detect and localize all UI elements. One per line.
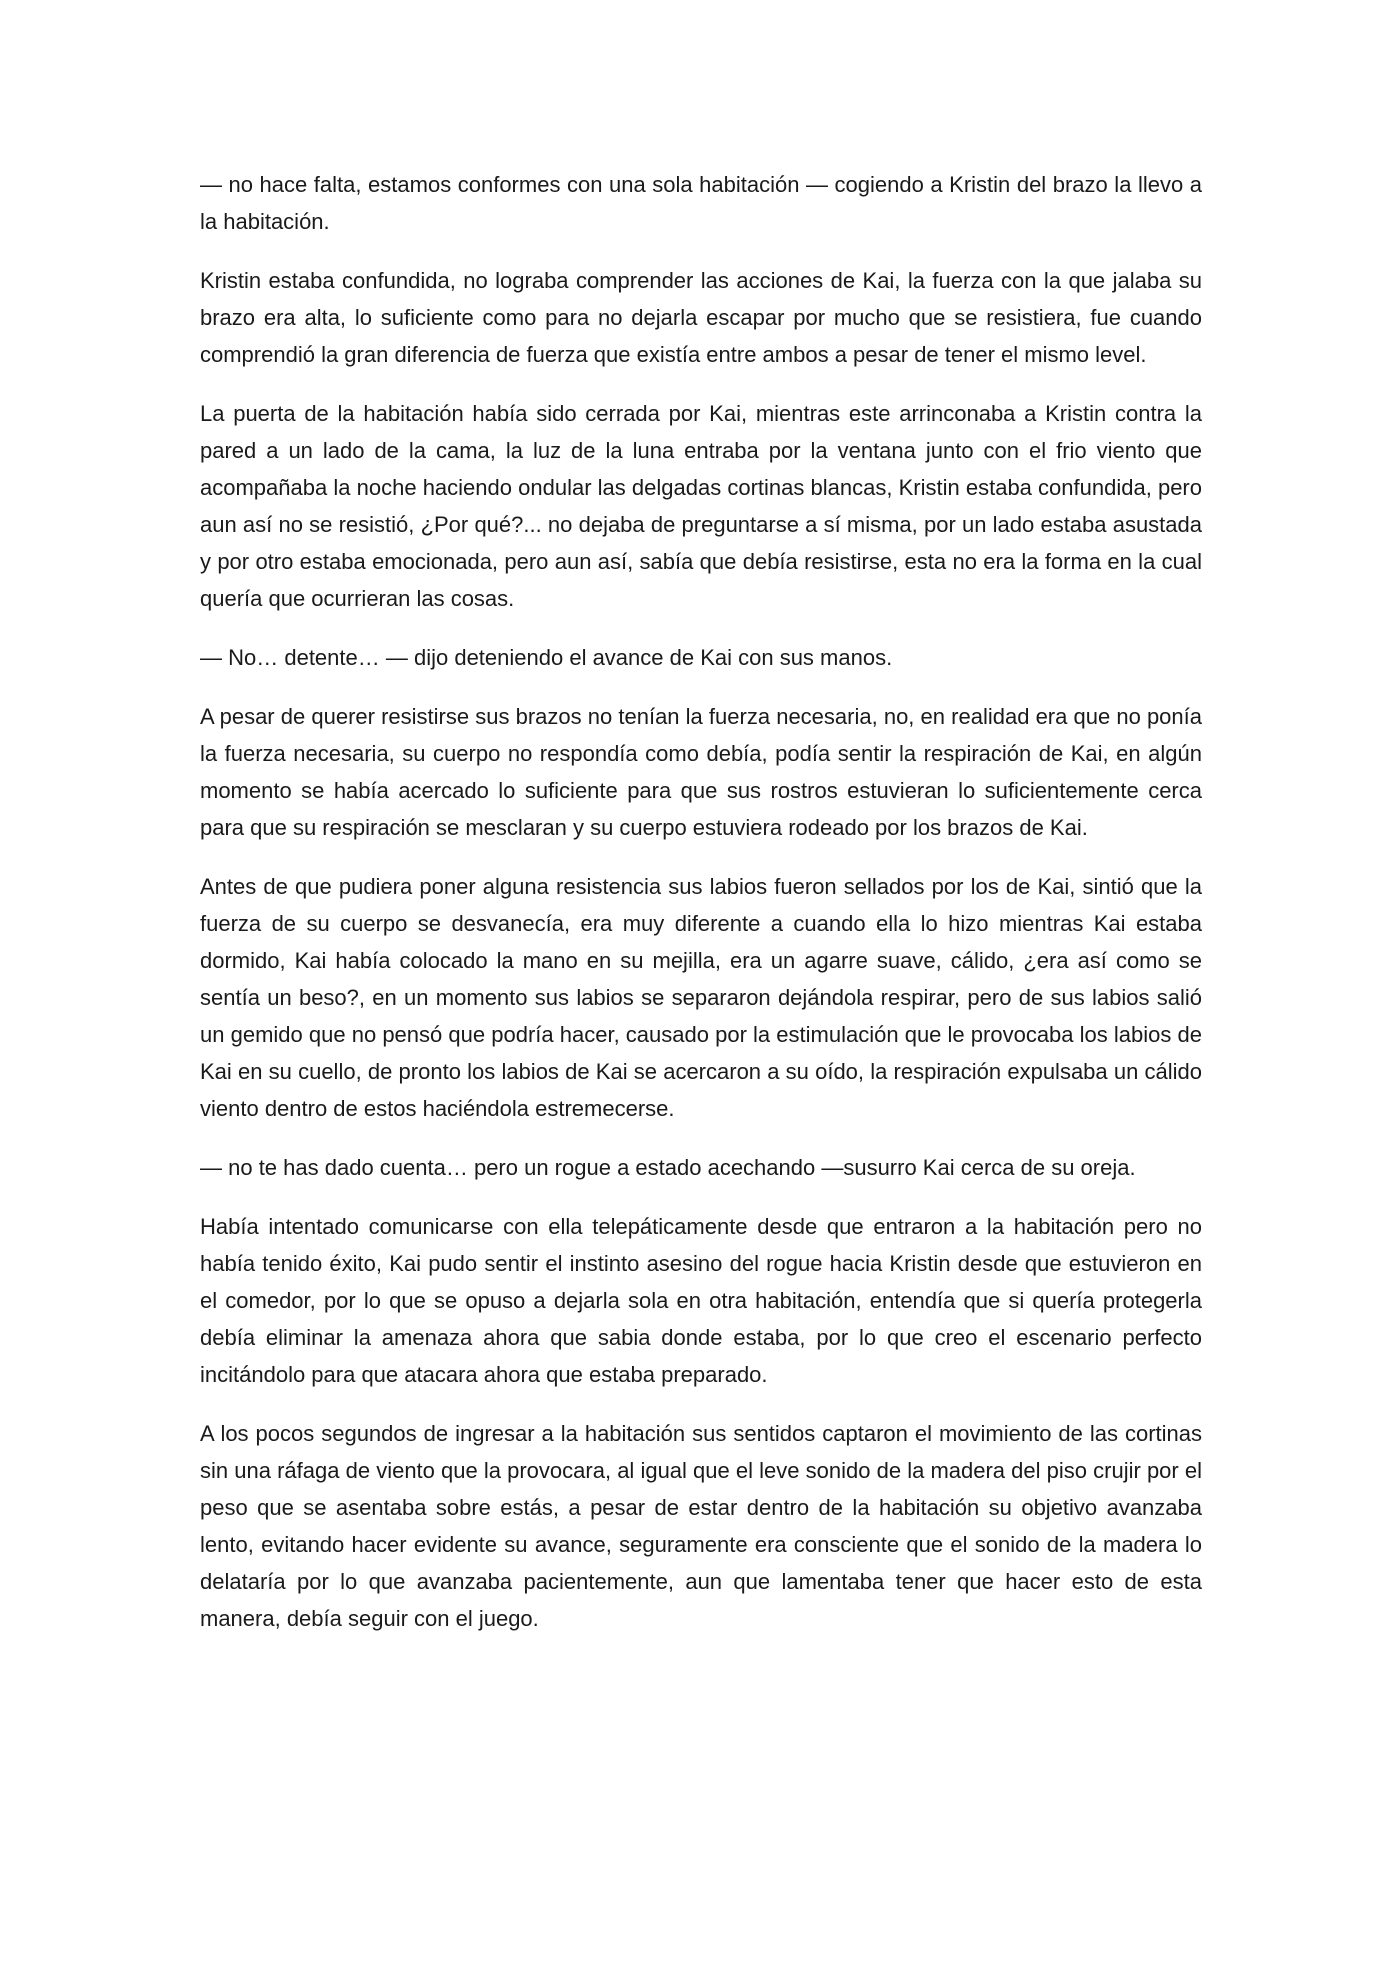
paragraph-7: — no te has dado cuenta… pero un rogue a estado acechando —susurro Kai cerca de su oreja.	[200, 1155, 1136, 1180]
paragraph-8: Había intentado comunicarse con ella telepáticamente desde que entraron a la habitación pero no había tenido éxito, Kai pudo sentir el instinto asesino del rogue hacia Kristin desde que estuvieron en el comedor, por lo que se opuso a dejarla sola en otra habitación, entendía que si quería protegerla debía eliminar la amenaza ahora que sabia donde estaba, por lo que creo el escenario perfecto incitándolo para que atacara ahora que estaba preparado.	[200, 1214, 1202, 1387]
paragraph-9: A los pocos segundos de ingresar a la habitación sus sentidos captaron el movimiento de las cortinas sin una ráfaga de viento que la provocara, al igual que el leve sonido de la madera del piso crujir por el peso que se asentaba sobre estás, a pesar de estar dentro de la habitación su objetivo avanzaba lento, evitando hacer evidente su avance, seguramente era consciente que el sonido de la madera lo delataría por lo que avanzaba pacientemente, aun que lamentaba tener que hacer esto de esta manera, debía seguir con el juego.	[200, 1421, 1202, 1631]
paragraph-4: — No… detente… — dijo deteniendo el avance de Kai con sus manos.	[200, 645, 893, 670]
paragraph-2: Kristin estaba confundida, no lograba comprender las acciones de Kai, la fuerza con la que jalaba su brazo era alta, lo suficiente como para no dejarla escapar por mucho que se resistiera, fue cuando comprendió la gran diferencia de fuerza que existía entre ambos a pesar de tener el mismo level.	[200, 268, 1202, 367]
paragraph-1: — no hace falta, estamos conformes con una sola habitación — cogiendo a Kristin del brazo la llevo a la habitación.	[200, 172, 1202, 234]
paragraph-5: A pesar de querer resistirse sus brazos no tenían la fuerza necesaria, no, en realidad era que no ponía la fuerza necesaria, su cuerpo no respondía como debía, podía sentir la respiración de Kai, en algún momento se había acercado lo suficiente para que sus rostros estuvieran lo suficientemente cerca para que su respiración se mesclaran y su cuerpo estuviera rodeado por los brazos de Kai.	[200, 704, 1202, 840]
paragraph-3: La puerta de la habitación había sido cerrada por Kai, mientras este arrinconaba a Kristin contra la pared a un lado de la cama, la luz de la luna entraba por la ventana junto con el frio viento que acompañaba la noche haciendo ondular las delgadas cortinas blancas, Kristin estaba confundida, pero aun así no se resistió, ¿Por qué?... no dejaba de preguntarse a sí misma, por un lado estaba asustada y por otro estaba emocionada, pero aun así, sabía que debía resistirse, esta no era la forma en la cual quería que ocurrieran las cosas.	[200, 401, 1202, 611]
body-text	[200, 166, 1202, 1659]
paragraph-6: Antes de que pudiera poner alguna resistencia sus labios fueron sellados por los de Kai, sintió que la fuerza de su cuerpo se desvanecía, era muy diferente a cuando ella lo hizo mientras Kai estaba dormido, Kai había colocado la mano en su mejilla, era un agarre suave, cálido, ¿era así como se sentía un beso?, en un momento sus labios se separaron dejándola respirar, pero de sus labios salió un gemido que no pensó que podría hacer, causado por la estimulación que le provocaba los labios de Kai en su cuello, de pronto los labios de Kai se acercaron a su oído, la respiración expulsaba un cálido viento dentro de estos haciéndola estremecerse.	[200, 874, 1202, 1121]
